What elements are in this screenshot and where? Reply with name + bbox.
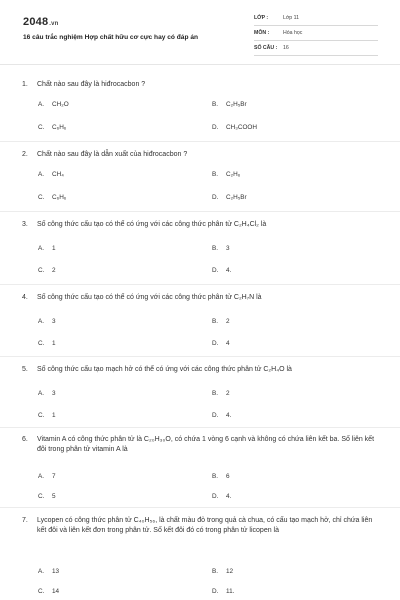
divider	[0, 141, 400, 142]
meta-grade-value: Lớp 11	[283, 15, 299, 21]
question-text	[22, 80, 380, 90]
question-number: 4.	[22, 294, 28, 301]
question-text	[22, 220, 380, 230]
divider	[0, 284, 400, 285]
option-c[interactable]: C. 14	[38, 588, 60, 595]
site-logo[interactable]: 2048.vn	[23, 16, 59, 28]
option-a[interactable]: A. 13	[38, 568, 60, 575]
question-number: 2.	[22, 151, 28, 158]
question-stem: Vitamin A có công thức phân tử là C₂₀H₃₀O, có chứa 1 vòng 6 cạnh và không có chứa liên kết ba. Số liên kết đôi trong phân tử vitamin A là	[37, 436, 375, 453]
question-stem: Số công thức cấu tạo có thể có ứng với các công thức phân tử C₂H₇N là	[37, 294, 262, 301]
option-c[interactable]: C. 5	[38, 493, 56, 500]
question-2	[22, 150, 380, 201]
option-a[interactable]: A. 7	[38, 473, 56, 480]
question-1	[22, 80, 380, 131]
question-stem: Chất nào sau đây là hiđrocacbon ?	[37, 81, 146, 88]
question-stem: Chất nào sau đây là dẫn xuất của hiđrocacbon ?	[37, 151, 188, 158]
question-7	[22, 516, 380, 595]
question-stem: Số công thức cấu tạo có thể có ứng với các công thức phân tử C₂H₄Cl₂ là	[37, 221, 267, 228]
option-b[interactable]: B. C₂H₆	[212, 171, 241, 178]
option-a[interactable]: A. 3	[38, 390, 56, 397]
option-b[interactable]: B. 3	[212, 245, 230, 252]
divider	[0, 427, 400, 428]
option-d[interactable]: D. 4	[212, 340, 230, 347]
question-text	[22, 516, 380, 535]
question-6	[22, 435, 380, 500]
question-3	[22, 220, 380, 274]
question-5	[22, 365, 380, 419]
option-b[interactable]: B. 6	[212, 473, 230, 480]
meta-grade-label: LỚP :	[254, 15, 269, 21]
divider	[0, 211, 400, 212]
option-b[interactable]: B. 12	[212, 568, 234, 575]
question-stem: Số công thức cấu tạo mạch hở có thể có ứng với các công thức phân tử C₂H₄O là	[37, 366, 292, 373]
meta-grade-row	[254, 14, 378, 26]
meta-subject-value: Hóa học	[283, 30, 303, 36]
question-number: 3.	[22, 221, 28, 228]
meta-count-value: 16	[283, 45, 289, 51]
question-text	[22, 365, 380, 375]
question-number: 7.	[22, 517, 28, 524]
option-c[interactable]: C. 2	[38, 267, 56, 274]
option-c[interactable]: C. 1	[38, 340, 56, 347]
header-divider	[0, 64, 400, 65]
option-d[interactable]: D. CH₃COOH	[212, 124, 258, 131]
option-b[interactable]: B. C₂H₅Br	[212, 101, 247, 108]
meta-subject-row	[254, 29, 378, 41]
option-a[interactable]: A. CH₄	[38, 171, 64, 178]
question-text	[22, 293, 380, 303]
option-d[interactable]: D. C₂H₅Br	[212, 194, 247, 201]
option-a[interactable]: A. 1	[38, 245, 56, 252]
option-c[interactable]: C. C₆H₆	[38, 124, 67, 131]
option-a[interactable]: A. 3	[38, 318, 56, 325]
meta-subject-label: MÔN :	[254, 30, 270, 36]
question-number: 5.	[22, 366, 28, 373]
question-4	[22, 293, 380, 347]
question-number: 6.	[22, 436, 28, 443]
meta-count-row	[254, 44, 378, 56]
divider	[0, 356, 400, 357]
question-stem: Lycopen có công thức phân tử C₄₀H₅₆, là chất màu đỏ trong quả cà chua, có cấu tạo mạch hở, chỉ chứa liên kết đôi và liên kết đơn trong phân tử. Số kết đôi đó có trong phân tử licopen là	[37, 517, 373, 534]
question-text	[22, 150, 380, 160]
option-d[interactable]: D. 11.	[212, 588, 235, 595]
page-header	[0, 0, 400, 70]
option-d[interactable]: D. 4.	[212, 412, 232, 419]
option-b[interactable]: B. 2	[212, 318, 230, 325]
option-c[interactable]: C. 1	[38, 412, 56, 419]
option-a[interactable]: A. CH₂O	[38, 101, 69, 108]
option-c[interactable]: C. C₆H₆	[38, 194, 67, 201]
question-number: 1.	[22, 81, 28, 88]
meta-count-label: SỐ CÂU :	[254, 45, 278, 51]
option-d[interactable]: D. 4.	[212, 493, 232, 500]
divider	[0, 507, 400, 508]
question-text	[22, 435, 380, 454]
option-d[interactable]: D. 4.	[212, 267, 232, 274]
option-b[interactable]: B. 2	[212, 390, 230, 397]
page-title: 16 câu trắc nghiệm Hợp chất hữu cơ cực hay có đáp án	[23, 34, 199, 41]
